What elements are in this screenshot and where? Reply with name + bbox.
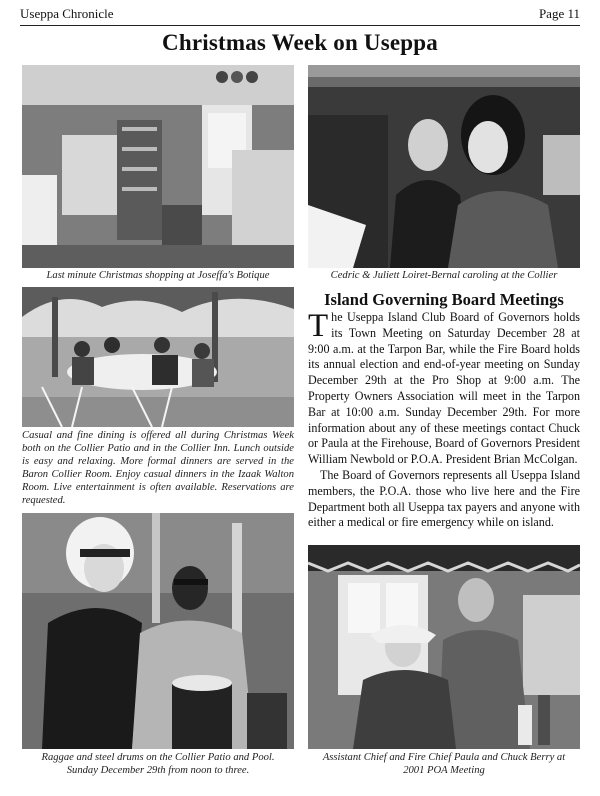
drop-cap: T (308, 308, 329, 344)
running-header (20, 6, 580, 24)
chiefs-photo (308, 545, 580, 749)
article-paragraph-2: The Board of Governors represents all Useppa Island members, the P.O.A. those who live here and the Fire Department both all Useppa tax payers and anyone with either a medical or fire emergency while on island. (308, 467, 580, 530)
caroling-photo (308, 65, 580, 268)
caroling-caption: Cedric & Juliett Loiret-Bernal caroling at the Collier (330, 270, 558, 281)
header-rule (20, 25, 580, 26)
drums-photo (22, 513, 294, 749)
article-headline: Island Governing Board Meetings (324, 290, 564, 309)
drums-caption-line1: Raggae and steel drums on the Collier Patio and Pool. (41, 752, 275, 763)
chiefs-caption-line1: Assistant Chief and Fire Chief Paula and Chuck Berry at (322, 752, 566, 763)
drums-caption-line2: Sunday December 29th from noon to three. (66, 765, 250, 776)
publication-name: Useppa Chronicle (20, 6, 114, 21)
chiefs-caption-line2: 2001 POA Meeting (403, 765, 485, 776)
boutique-photo (22, 65, 294, 268)
page-number: Page 11 (538, 6, 580, 21)
article-paragraph-1-text: he Useppa Island Club Board of Governors holds its Town Meeting on Saturday December 28 at 9:00 a.m. at the Tarpon Bar, while the Fire Board holds its annual election and end-of-year meeting on Sunday December 29th at the Pro Shop at 9:00 a.m. The Property Owners Association will meet in the Tarpon Bar at 10:00 a.m. Sunday December 29th. For more information about any of these meetings contact Chuck or Paula at the Firehouse, Board of Governors President William Newbold or P.O.A. President Brian McColgan. (308, 310, 580, 467)
boutique-caption: Last minute Christmas shopping at Joseffa's Botique (46, 270, 270, 281)
dining-caption: Casual and fine dining is offered all during Christmas Week both on the Collier Patio and in the Collier Inn. Lunch outside is easy and relaxing. More formal dinners are served in the Baron Collier Room. Enjoy casual dinners in the Izaak Walton Room. Live entertainment is often available. Reservations are requested. (22, 430, 294, 506)
dining-photo (22, 287, 294, 427)
page-title: Christmas Week on Useppa (162, 30, 438, 55)
article-body (308, 310, 580, 531)
article-paragraph-1 (308, 310, 580, 468)
